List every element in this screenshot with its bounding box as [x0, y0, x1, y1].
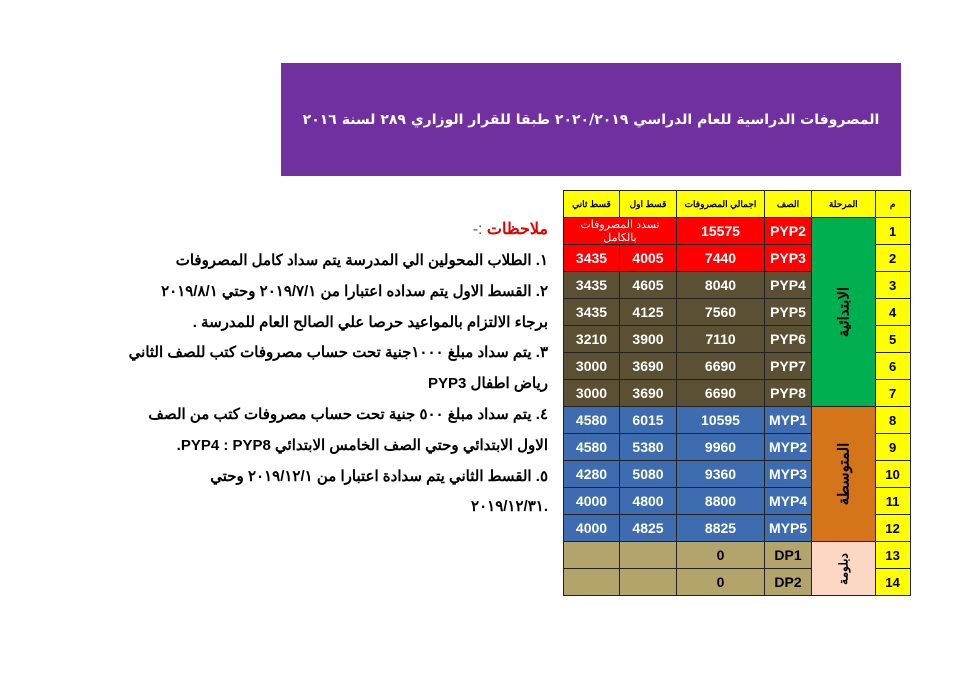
stage-cell	[812, 542, 876, 596]
fees-table	[563, 190, 911, 596]
grade-cell: PYP3	[765, 245, 812, 272]
grade-cell: MYP4	[765, 488, 812, 515]
first-installment-cell: 4825	[620, 515, 677, 542]
total-fees-cell: 0	[677, 569, 765, 596]
note-line: ٢. القسط الاول يتم سداده اعتبارا من ٢٠١٩/٧/١ وحتي ٢٠١٩/٨/١	[161, 282, 548, 300]
table-header-row	[564, 191, 911, 218]
first-installment-cell: 5380	[620, 434, 677, 461]
row-number-cell: 3	[875, 272, 910, 299]
note-line: رياض اطفال PYP3	[428, 375, 548, 393]
first-installment-cell	[620, 569, 677, 596]
grade-cell: MYP3	[765, 461, 812, 488]
second-installment-cell	[564, 542, 620, 569]
total-fees-cell: 6690	[677, 380, 765, 407]
second-installment-cell: 4580	[564, 434, 620, 461]
header-first-installment: قسط اول	[620, 191, 677, 218]
first-installment-cell: 4800	[620, 488, 677, 515]
total-fees-cell: 9360	[677, 461, 765, 488]
note-line: الاول الابتدائي وحتي الصف الخامس الابتدائي PYP4 : PYP8.	[176, 436, 548, 454]
row-number-cell: 13	[875, 542, 910, 569]
first-installment-cell: 3690	[620, 380, 677, 407]
first-installment-cell: 4125	[620, 299, 677, 326]
row-number-cell: 2	[875, 245, 910, 272]
total-fees-cell: 8825	[677, 515, 765, 542]
first-installment-cell: 4005	[620, 245, 677, 272]
grade-cell: MYP2	[765, 434, 812, 461]
stage-label: المتوسطة	[835, 442, 853, 506]
second-installment-cell: 4000	[564, 515, 620, 542]
stage-label: الابتدائية	[835, 286, 853, 338]
grade-cell: PYP2	[765, 218, 812, 245]
second-installment-cell: 3000	[564, 380, 620, 407]
first-installment-cell	[620, 542, 677, 569]
second-installment-cell: 3210	[564, 326, 620, 353]
row-number-cell: 5	[875, 326, 910, 353]
row-number-cell: 1	[875, 218, 910, 245]
total-fees-cell: 6690	[677, 353, 765, 380]
row-number-cell: 14	[875, 569, 910, 596]
note-line: ٤. يتم سداد مبلغ ٥٠٠ جنية تحت حساب مصروفات كتب من الصف	[148, 405, 548, 423]
note-line: ٥. القسط الثاني يتم سدادة اعتبارا من ٢٠١٩/١٢/١ وحتي	[210, 467, 548, 485]
stage-cell	[812, 407, 876, 542]
row-number-cell: 6	[875, 353, 910, 380]
total-fees-cell: 9960	[677, 434, 765, 461]
second-installment-cell: 4000	[564, 488, 620, 515]
header-total: اجمالي المصروفات	[677, 191, 765, 218]
page-title: المصروفات الدراسية للعام الدراسي ٢٠٢٠/٢٠١٩ طبقا للقرار الوزاري ٢٨٩ لسنة ٢٠١٦	[302, 111, 880, 128]
grade-cell: DP1	[765, 542, 812, 569]
total-fees-cell: 7560	[677, 299, 765, 326]
second-installment-cell: 3000	[564, 353, 620, 380]
second-installment-cell: 4280	[564, 461, 620, 488]
table-row	[564, 218, 911, 245]
row-number-cell: 7	[875, 380, 910, 407]
full-payment-note: تسدد المصروفات بالكامل	[564, 218, 677, 245]
total-fees-cell: 7110	[677, 326, 765, 353]
header-stage: المرحلة	[812, 191, 876, 218]
grade-cell: PYP5	[765, 299, 812, 326]
header-second-installment: قسط ثاني	[564, 191, 620, 218]
total-fees-cell: 7440	[677, 245, 765, 272]
grade-cell: DP2	[765, 569, 812, 596]
note-line: برجاء الالتزام بالمواعيد حرصا علي الصالح العام للمدرسة .	[192, 313, 548, 331]
row-number-cell: 10	[875, 461, 910, 488]
total-fees-cell: 10595	[677, 407, 765, 434]
header-no: م	[875, 191, 910, 218]
row-number-cell: 8	[875, 407, 910, 434]
table-row	[564, 542, 911, 569]
row-number-cell: 12	[875, 515, 910, 542]
first-installment-cell: 4605	[620, 272, 677, 299]
stage-cell	[812, 218, 876, 407]
second-installment-cell	[564, 569, 620, 596]
total-fees-cell: 8800	[677, 488, 765, 515]
notes-section	[128, 214, 548, 523]
grade-cell: PYP6	[765, 326, 812, 353]
note-line: ٣. يتم سداد مبلغ ١٠٠٠جنية تحت حساب مصروفات كتب للصف الثاني	[128, 344, 548, 362]
note-line: .٢٠١٩/١٢/٣١	[471, 498, 548, 516]
stage-label: دبلومة	[836, 552, 851, 585]
note-line: ١. الطلاب المحولين الي المدرسة يتم سداد كامل المصروفات	[175, 252, 548, 269]
second-installment-cell: 3435	[564, 272, 620, 299]
total-fees-cell: 0	[677, 542, 765, 569]
header-grade: الصف	[765, 191, 812, 218]
first-installment-cell: 3690	[620, 353, 677, 380]
first-installment-cell: 3900	[620, 326, 677, 353]
second-installment-cell: 3435	[564, 299, 620, 326]
grade-cell: PYP7	[765, 353, 812, 380]
title-banner	[281, 63, 901, 176]
first-installment-cell: 5080	[620, 461, 677, 488]
grade-cell: PYP8	[765, 380, 812, 407]
second-installment-cell: 4580	[564, 407, 620, 434]
grade-cell: MYP1	[765, 407, 812, 434]
total-fees-cell: 8040	[677, 272, 765, 299]
grade-cell: PYP4	[765, 272, 812, 299]
row-number-cell: 9	[875, 434, 910, 461]
first-installment-cell: 6015	[620, 407, 677, 434]
table-row	[564, 407, 911, 434]
total-fees-cell: 15575	[677, 218, 765, 245]
notes-heading: ملاحظات :-	[472, 221, 548, 238]
second-installment-cell: 3435	[564, 245, 620, 272]
row-number-cell: 4	[875, 299, 910, 326]
row-number-cell: 11	[875, 488, 910, 515]
grade-cell: MYP5	[765, 515, 812, 542]
